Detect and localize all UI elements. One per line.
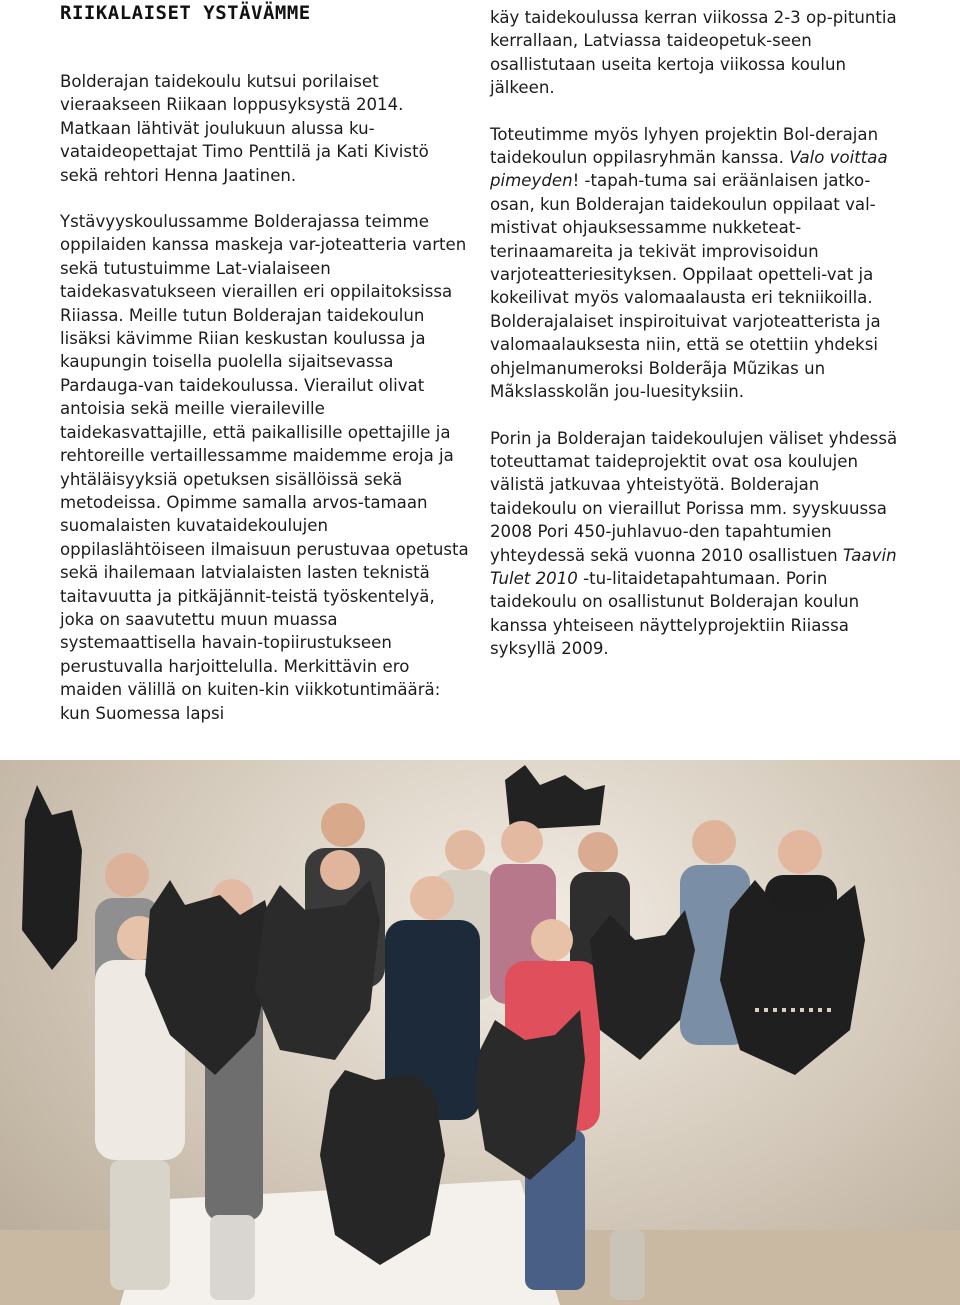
project-paragraph: Toteutimme myös lyhyen projektin Bol-derajan taidekoulun oppilasryhmän kanssa. Valo voittaa pimeyden! -tapah-tuma sai eräänlaisen jatko-osan, kun Bolderajan taidekoulun oppilaat val-mistivat ohjauksessamme nukketeat-terinaamareita ja tekivät improvisoidun varjoteatteriesityksen. Oppilaat opetteli-vat ja kokeilivat myös valomaalausta eri tekniikoilla. Bolderajalaiset inspiroituivat varjoteatterista ja valomaalauksesta niin, että se otettiin yhdeksi ohjelmanumeroksi Bolderãja Mũzikas un Mãkslasskolãn jou-luesityksiin. (490, 124, 888, 402)
continuation-paragraph: käy taidekoulussa kerran viikossa 2-3 op-pituntia kerrallaan, Latviassa taideopetuk-seen osallistutaan useita kertoja viikossa koulun jälkeen. (490, 8, 897, 98)
festival-title: Taavin Tulet 2010 (490, 545, 897, 588)
cooperation-paragraph: Porin ja Bolderajan taidekoulujen väliset yhdessä toteuttamat taideprojektit ovat osa koulujen välistä jatkuvaa yhteistyötä. Bolderajan taidekoulu on vieraillut Porissa mm. syyskuussa 2008 Pori 450-juhlavuo-den tapahtumien yhteydessä sekä vuonna 2010 osallistuen Taavin Tulet 2010 -tu-litaidetapahtumaan. Porin taidekoulu on osallistunut Bolderajan koulun kanssa yhteiseen näyttelyprojektiin Riiassa syksyllä 2009. (490, 428, 898, 659)
event-title: Valo voittaa pimeyden (490, 148, 888, 191)
body-paragraph: Ystävyyskoulussamme Bolderajassa teimme oppilaiden kanssa maskeja var-joteatteria varten sekä tutustuimme Lat-vialaiseen taidekasvatukseen vieraillen eri oppilaitoksissa Riiassa. Meille tutun Bolderajan taidekoulun lisäksi kävimme Riian keskustan koulussa ja kaupungin toisella puolella sijaitsevassa Pardauga-van taidekoulussa. Vierailut olivat antoisia sekä meille vieraileville taidekasvattajille, että paikallisille opettajille ja rehtoreille vertaillessamme maidemme eroja ja yhtäläisyyksiä opetuksen sisällöissä sekä metodeissa. Opimme samalla arvos-tamaan suomalaisten kuvataidekoulujen oppilaslähtöiseen ilmaisuun perustuvaa opetusta sekä ihailemaan latvialaisten lasten teknistä taitavuutta ja pitkäjännit-teistä työskentelyä, joka on saavutettu muun muassa systemaattisella havain-topiirustukseen perustuvalla harjoittelulla. Merkittävin ero maiden välillä on kuiten-kin viikkotuntimäärä: kun Suomessa lapsi (60, 212, 469, 723)
article-title: RIIKALAISET YSTÄVÄMME (60, 2, 311, 24)
left-text-column (60, 0, 470, 725)
group-photo-illustration (0, 760, 960, 1305)
intro-paragraph: Bolderajan taidekoulu kutsui porilaiset vieraakseen Riikaan loppusyksystä 2014. Matkaan lähtivät joulukuun alussa ku-vataideopettajat Timo Penttilä ja Kati Kivistö sekä rehtori Henna Jaatinen. (60, 72, 429, 185)
right-text-column (490, 0, 910, 661)
group-photo (0, 760, 960, 1305)
